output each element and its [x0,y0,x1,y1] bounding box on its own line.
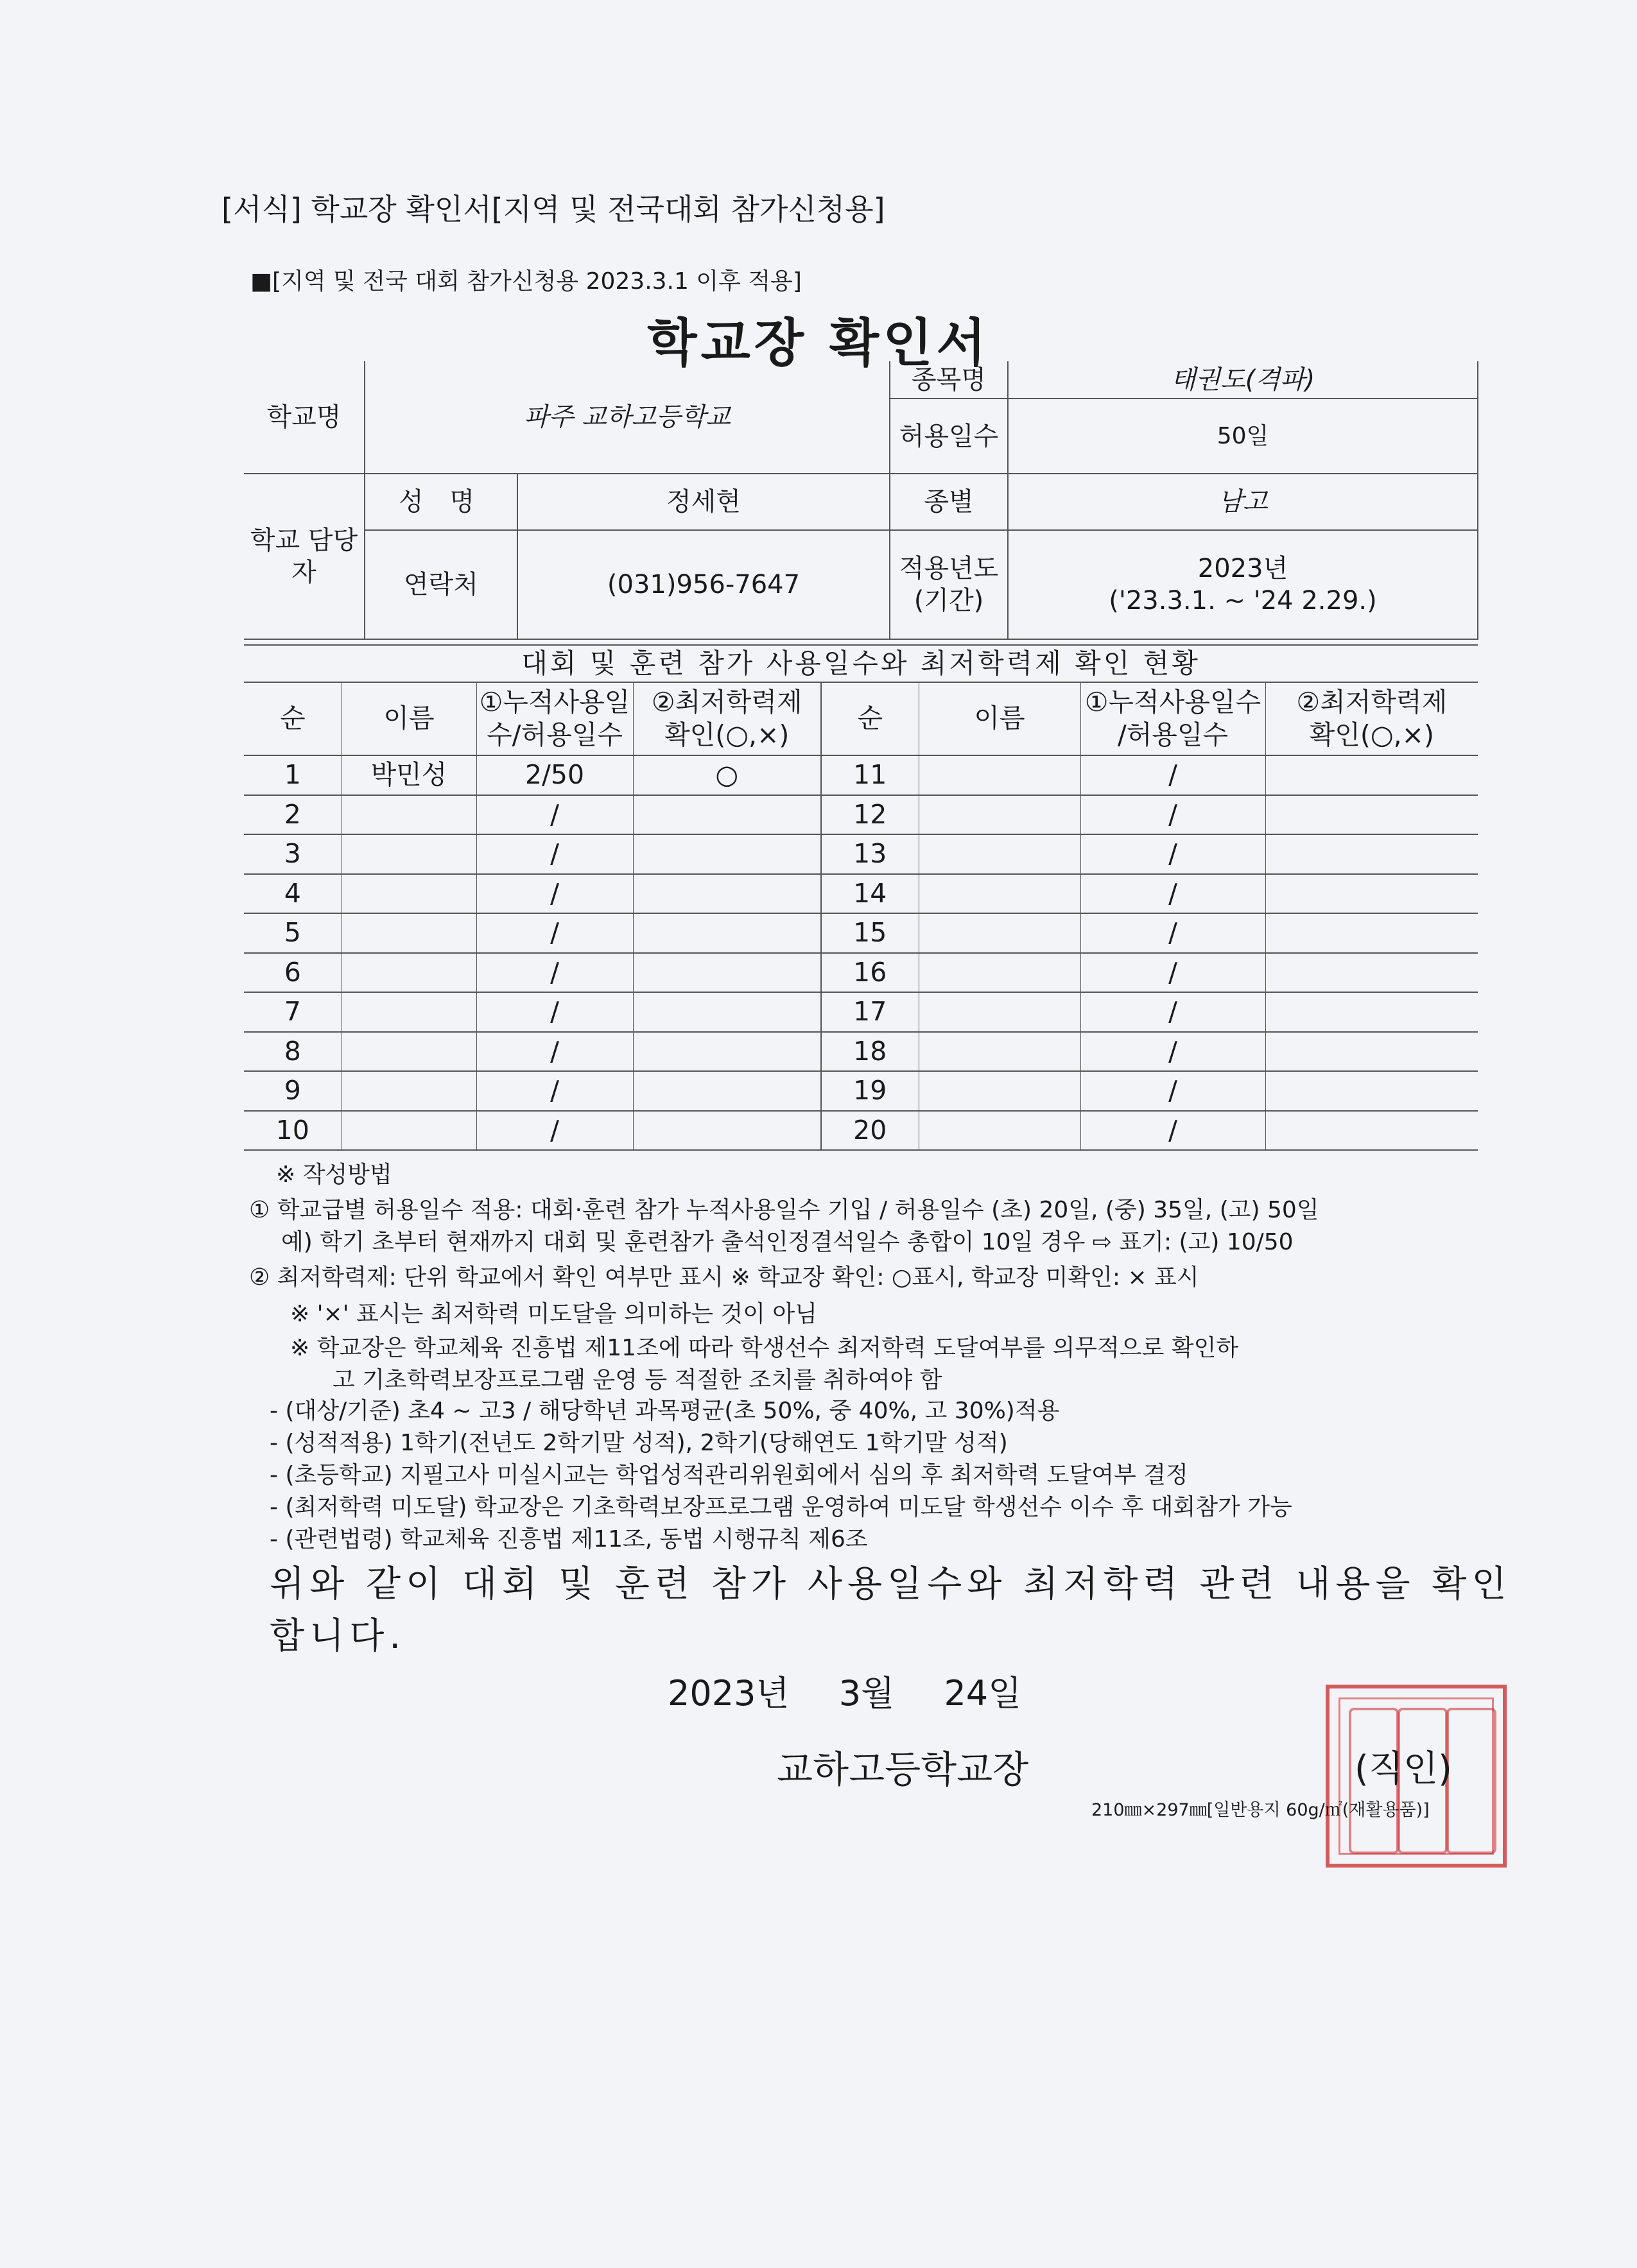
guide-line: ① 학교급별 허용일수 적용: 대회·훈련 참가 누적사용일수 기입 / 허용일수 (초) 20일, (중) 35일, (고) 50일 [249,1197,1319,1223]
row-no: 7 [244,992,342,1032]
allowed-days-value: 50일 [1008,399,1478,474]
row-used: / [476,1071,633,1111]
apply-year-cell [1008,530,1478,639]
row-used-right: / [1080,1111,1265,1151]
page-title: 학교장 확인서 [647,313,990,373]
seal-label: (직인) [1355,1748,1452,1790]
row-check [633,795,821,835]
header-used [476,682,633,755]
row-no-right: 11 [821,755,919,795]
row-name-right [919,1111,1080,1151]
row-check [633,1071,821,1111]
row-name [342,953,476,993]
header-no-right: 순 [821,682,919,755]
table-header-row [244,682,1478,755]
header-used-right [1080,682,1265,755]
row-check-right [1265,795,1478,835]
row-used-right: / [1080,992,1265,1032]
header-used-right-line2: /허용일수 [1117,719,1229,750]
name-value: 정세현 [517,474,890,530]
row-check-right [1265,992,1478,1032]
guide-line: ② 최저학력제: 단위 학교에서 확인 여부만 표시 ※ 학교장 확인: ○표시, 학교장 미확인: × 표시 [249,1264,1199,1291]
header-min-line2: 확인(○,×) [664,719,790,750]
row-check-right [1265,755,1478,795]
header-name-right: 이름 [919,682,1080,755]
row-name-right [919,992,1080,1032]
event-label: 종목명 [890,361,1008,399]
usage-table [244,644,1478,1151]
row-check-right [1265,874,1478,914]
row-used: / [476,1032,633,1072]
row-no-right: 20 [821,1111,919,1151]
header-no: 순 [244,682,342,755]
table-row [244,1032,1478,1072]
row-used: / [476,913,633,953]
row-name-right [919,795,1080,835]
row-name: 박민성 [342,755,476,795]
row-check: ○ [633,755,821,795]
row-no-right: 14 [821,874,919,914]
row-name-right [919,953,1080,993]
row-check [633,834,821,874]
row-no-right: 17 [821,992,919,1032]
row-no: 5 [244,913,342,953]
guide-line: - (초등학교) 지필고사 미실시교는 학업성적관리위원회에서 심의 후 최저학력 도달여부 결정 [270,1462,1188,1488]
guide-line: ※ '×' 표시는 최저학력 미도달을 의미하는 것이 아님 [290,1301,817,1327]
row-name [342,795,476,835]
row-name [342,834,476,874]
issue-date: 2023년 3월 24일 [668,1673,1022,1714]
row-used-right: / [1080,874,1265,914]
table-row [244,953,1478,993]
row-no: 10 [244,1111,342,1151]
row-check [633,913,821,953]
contact-label: 연락처 [365,530,517,639]
row-name-right [919,755,1080,795]
row-name [342,874,476,914]
row-name [342,1032,476,1072]
row-check [633,992,821,1032]
row-used-right: / [1080,953,1265,993]
closing-line2: 합니다. [270,1615,406,1657]
row-no: 9 [244,1071,342,1111]
apply-period-value: ('23.3.1. ~ '24 2.29.) [1109,586,1377,615]
table-row [244,874,1478,914]
apply-year-value: 2023년 [1197,554,1288,583]
row-name [342,1111,476,1151]
table-row [244,755,1478,795]
guide-line: - (대상/기준) 초4 ~ 고3 / 해당학년 과목평균(초 50%, 중 40%, 고 30%)적용 [270,1398,1060,1424]
guide-line: - (성적적용) 1학기(전년도 2학기말 성적), 2학기(당해연도 1학기말 성적) [270,1430,1008,1456]
header-min [633,682,821,755]
header-min-line1: ②최저학력제 [651,686,802,717]
row-used: / [476,795,633,835]
row-used: / [476,992,633,1032]
row-check-right [1265,953,1478,993]
header-min-right-line1: ②최저학력제 [1296,686,1448,717]
row-check-right [1265,1071,1478,1111]
row-no: 4 [244,874,342,914]
row-used-right: / [1080,1071,1265,1111]
row-used-right: / [1080,755,1265,795]
seal-glyph [1446,1708,1496,1854]
header-min-right [1265,682,1478,755]
row-check [633,1111,821,1151]
table-row [244,834,1478,874]
row-check [633,953,821,993]
row-name [342,913,476,953]
guide-line: ※ 학교장은 학교체육 진흥법 제11조에 따라 학생선수 최저학력 도달여부를 의무적으로 확인하 [290,1335,1239,1361]
guide-line: 예) 학기 초부터 현재까지 대회 및 훈련참가 출석인정결석일수 총합이 10일 경우 ⇨ 표기: (고) 10/50 [281,1229,1294,1255]
row-check-right [1265,834,1478,874]
closing-line1: 위와 같이 대회 및 훈련 참가 사용일수와 최저학력 관련 내용을 확인 [270,1563,1512,1605]
contact-value: (031)956-7647 [517,530,890,639]
guide-line: - (최저학력 미도달) 학교장은 기초학력보장프로그램 운영하여 미도달 학생선수 이수 후 대회참가 가능 [270,1494,1292,1520]
table-row [244,795,1478,835]
row-check [633,874,821,914]
type-value: 남고 [1008,474,1478,530]
table-row [244,1111,1478,1151]
school-label: 학교명 [244,361,365,474]
row-no-right: 13 [821,834,919,874]
guide-line: - (관련법령) 학교체육 진흥법 제11조, 동법 시행규칙 제6조 [270,1526,868,1552]
info-table [244,361,1478,640]
notice-line: ■[지역 및 전국 대회 참가신청용 2023.3.1 이후 적용] [250,268,802,295]
row-check-right [1265,1111,1478,1151]
row-name-right [919,913,1080,953]
row-name-right [919,834,1080,874]
header-used-right-line1: ①누적사용일수 [1084,686,1261,717]
table-row [244,1071,1478,1111]
row-used: / [476,874,633,914]
row-no: 8 [244,1032,342,1072]
row-used: 2/50 [476,755,633,795]
row-used: / [476,1111,633,1151]
row-used-right: / [1080,795,1265,835]
form-label: [서식] 학교장 확인서[지역 및 전국대회 참가신청용] [221,192,885,227]
row-check-right [1265,913,1478,953]
manager-label: 학교 담당자 [244,474,365,639]
table-row [244,992,1478,1032]
row-name-right [919,1071,1080,1111]
school-value: 파주 교하고등학교 [365,361,890,474]
header-min-right-line2: 확인(○,×) [1309,719,1434,750]
header-used-line1: ①누적사용일 [479,686,630,717]
row-name-right [919,874,1080,914]
row-used: / [476,953,633,993]
row-check [633,1032,821,1072]
row-name [342,992,476,1032]
row-used-right: / [1080,913,1265,953]
event-value: 태권도(격파) [1008,361,1478,399]
row-check-right [1265,1032,1478,1072]
apply-year-label: 적용년도 (기간) [890,530,1008,639]
table-row [244,913,1478,953]
guide-line: 고 기초학력보장프로그램 운영 등 적절한 조치를 취하여야 함 [333,1367,942,1393]
row-name-right [919,1032,1080,1072]
row-used-right: / [1080,1032,1265,1072]
row-no-right: 19 [821,1071,919,1111]
row-no: 3 [244,834,342,874]
paper-note: 210㎜×297㎜[일반용지 60g/㎡(재활용품)] [1091,1800,1430,1820]
principal-name: 교하고등학교장 [777,1748,1029,1791]
type-label: 종별 [890,474,1008,530]
name-label: 성 명 [365,474,517,530]
row-used: / [476,834,633,874]
row-used-right: / [1080,834,1265,874]
header-used-line2: 수/허용일수 [487,719,623,750]
row-no: 6 [244,953,342,993]
section-title: 대회 및 훈련 참가 사용일수와 최저학력제 확인 현황 [244,645,1478,682]
row-no-right: 18 [821,1032,919,1072]
row-no: 1 [244,755,342,795]
allowed-days-label: 허용일수 [890,399,1008,474]
row-no-right: 15 [821,913,919,953]
row-name [342,1071,476,1111]
row-no-right: 12 [821,795,919,835]
row-no: 2 [244,795,342,835]
row-no-right: 16 [821,953,919,993]
header-name: 이름 [342,682,476,755]
guide-heading: ※ 작성방법 [276,1162,392,1188]
